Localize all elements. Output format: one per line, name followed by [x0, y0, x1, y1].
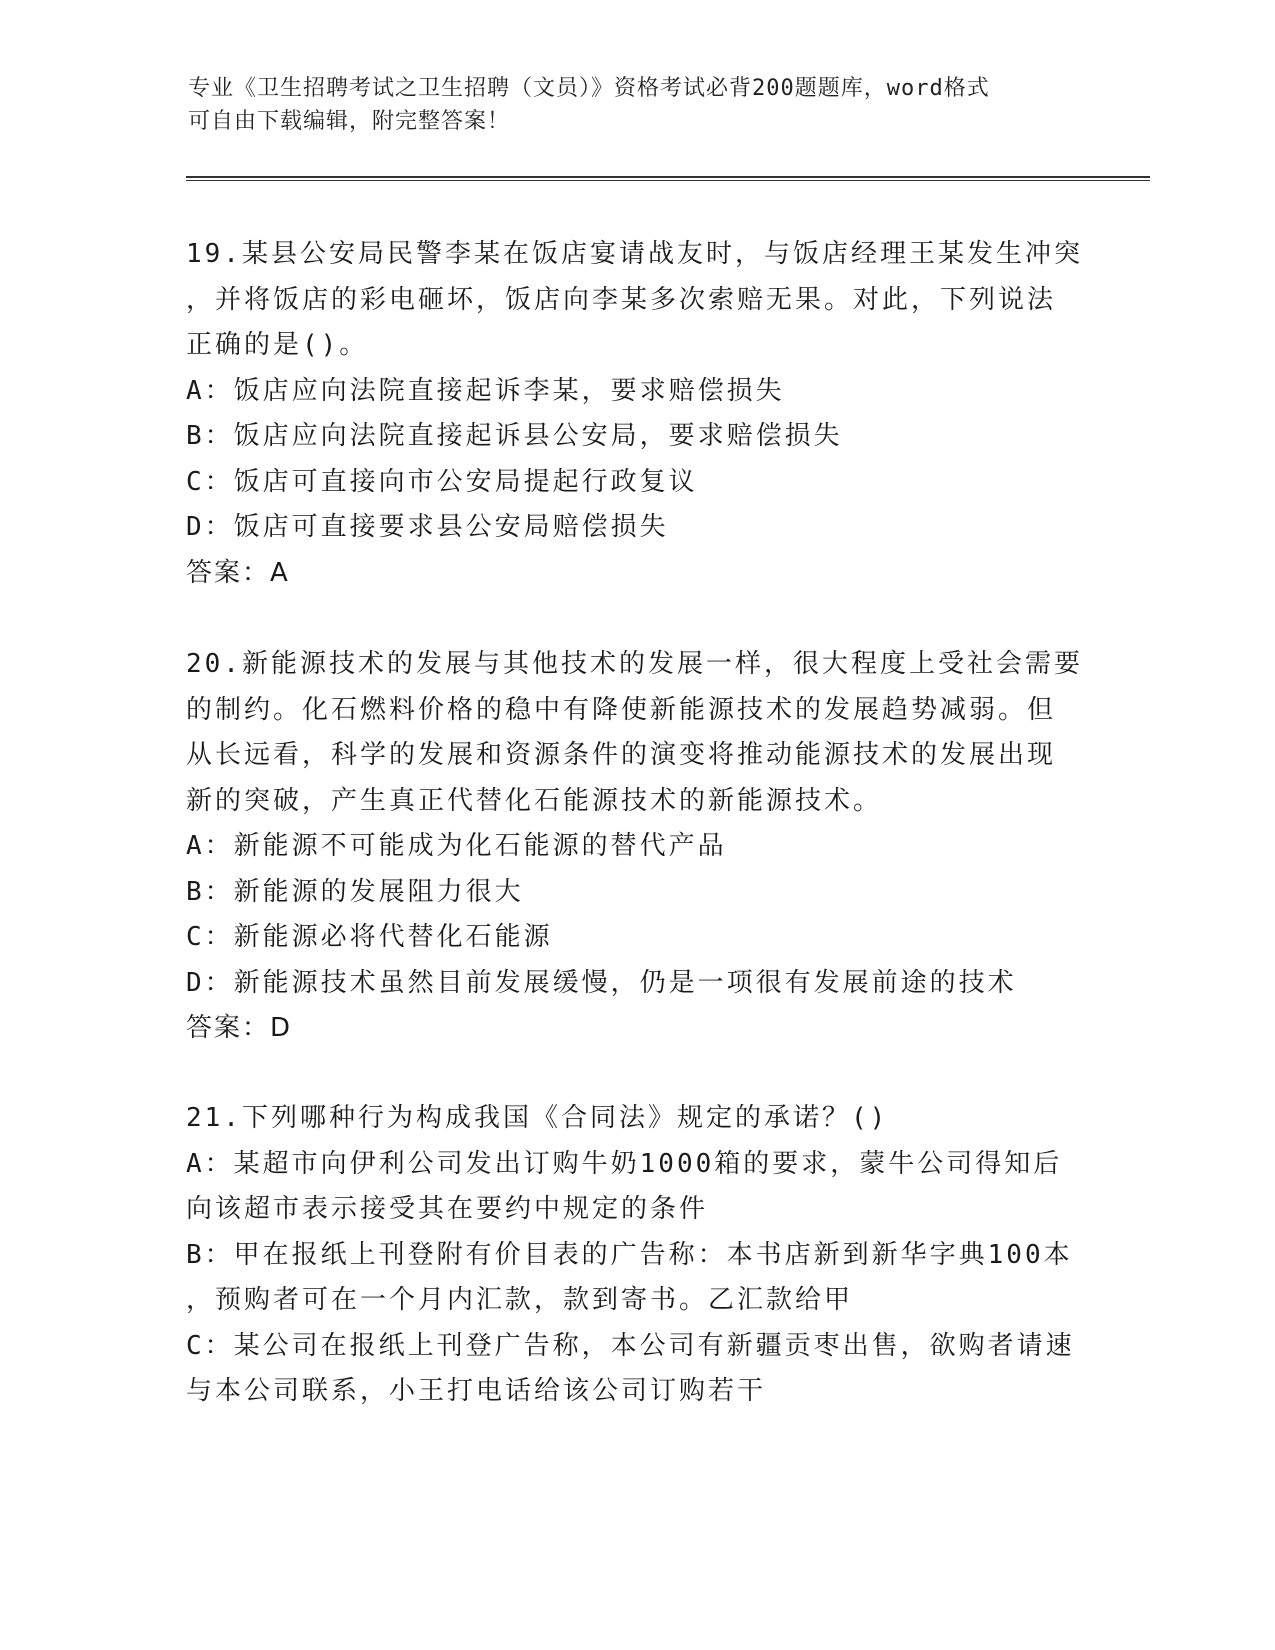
- question-stem-line: 20.新能源技术的发展与其他技术的发展一样，很大程度上受社会需要: [186, 649, 1083, 679]
- option-c: C：某公司在报纸上刊登广告称，本公司有新疆贡枣出售，欲购者请速: [186, 1330, 1075, 1361]
- option-a: A：饭店应向法院直接起诉李某，要求赔偿损失: [186, 375, 785, 406]
- option-c: C：新能源必将代替化石能源: [186, 922, 553, 952]
- option-c: C：饭店可直接向市公安局提起行政复议: [186, 466, 698, 497]
- question-stem-line: 21.下列哪种行为构成我国《合同法》规定的承诺？(): [186, 1103, 889, 1133]
- option-a-continued: 向该超市表示接受其在要约中规定的条件: [186, 1194, 709, 1224]
- document-header: [188, 72, 1068, 138]
- header-divider: [186, 176, 1150, 181]
- header-line-1: 专业《卫生招聘考试之卫生招聘（文员）》资格考试必背200题题库，word格式: [188, 76, 990, 101]
- option-a: A：新能源不可能成为化石能源的替代产品: [186, 831, 727, 861]
- question-stem-line: 新的突破，产生真正代替化石能源技术的新能源技术。: [186, 785, 883, 816]
- question-stem-line: 从长远看，科学的发展和资源条件的演变将推动能源技术的发展出现: [186, 740, 1057, 770]
- question-21: [186, 1096, 1076, 1415]
- option-b: B：新能源的发展阻力很大: [186, 876, 524, 907]
- answer: 答案：D: [186, 1013, 293, 1043]
- option-d: D：饭店可直接要求县公安局赔偿损失: [186, 512, 669, 542]
- answer: 答案：A: [186, 557, 290, 588]
- question-stem-line: 正确的是()。: [186, 330, 369, 360]
- option-c-continued: 与本公司联系，小王打电话给该公司订购若干: [186, 1376, 767, 1406]
- header-line-2: 可自由下载编辑，附完整答案！: [188, 109, 511, 134]
- option-b: B：饭店应向法院直接起诉县公安局，要求赔偿损失: [186, 421, 843, 451]
- option-a: A：某超市向伊利公司发出订购牛奶1000箱的要求，蒙牛公司得知后: [186, 1148, 1063, 1179]
- option-d: D：新能源技术虽然目前发展缓慢，仍是一项很有发展前途的技术: [186, 967, 1017, 998]
- question-stem-line: 的制约。化石燃料价格的稳中有降使新能源技术的发展趋势减弱。但: [186, 694, 1057, 725]
- question-19: [186, 232, 1083, 596]
- option-b: B：甲在报纸上刊登附有价目表的广告称：本书店新到新华字典100本: [186, 1239, 1073, 1270]
- question-stem-line: ，并将饭店的彩电砸坏，饭店向李某多次索赔无果。对此，下列说法: [186, 284, 1057, 315]
- option-b-continued: ，预购者可在一个月内汇款，款到寄书。乙汇款给甲: [186, 1285, 854, 1315]
- question-20: [186, 642, 1083, 1052]
- question-stem-line: 19.某县公安局民警李某在饭店宴请战友时，与饭店经理王某发生冲突: [186, 239, 1083, 269]
